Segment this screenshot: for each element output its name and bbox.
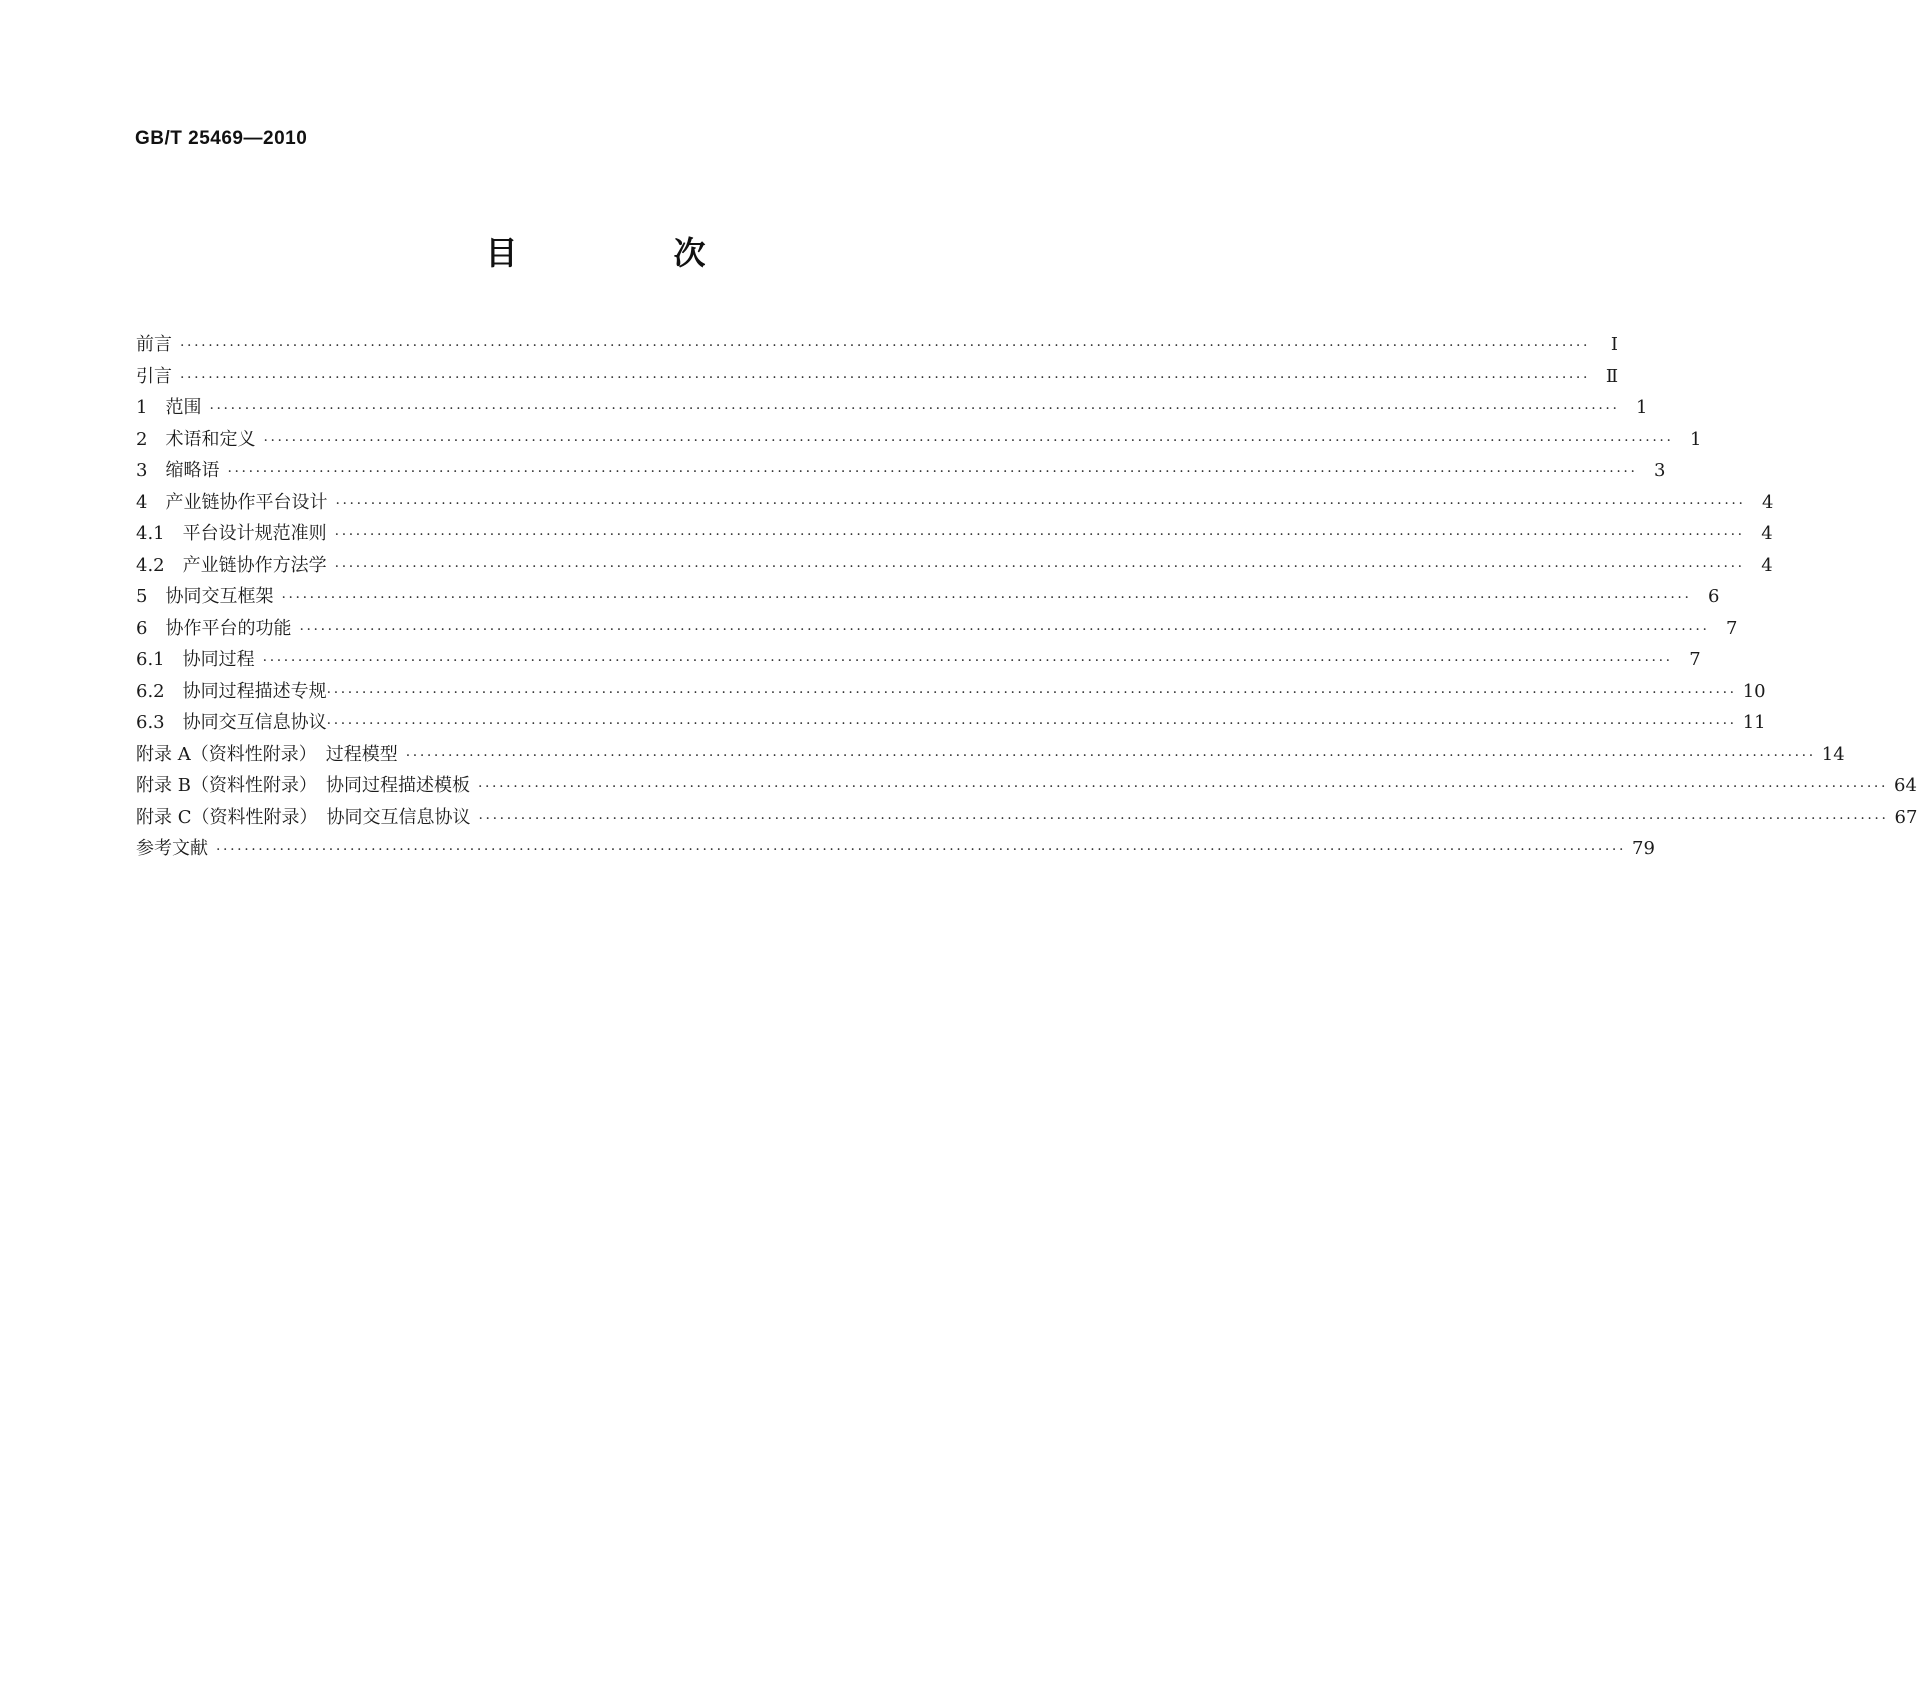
toc-entry-page: 1 <box>1690 428 1702 450</box>
toc-entry-4[interactable] <box>136 487 1774 519</box>
toc-entry-label: 4.1 平台设计规范准则 <box>136 523 327 544</box>
toc-entry-page: 4 <box>1761 554 1773 576</box>
dot-leader: ········································································································································································································ <box>281 590 1692 606</box>
dot-leader: ········································································································································································································ <box>180 338 1591 354</box>
toc-entry-page: Ⅰ <box>1610 334 1619 355</box>
toc-entry-label: 6 协作平台的功能 <box>136 617 292 639</box>
toc-entry-label: 4.2 产业链协作方法学 <box>136 554 327 576</box>
dot-leader: ········································································································································································································ <box>405 747 1816 764</box>
toc-entry-page: 7 <box>1689 649 1701 670</box>
toc-entry-label: 3 缩略语 <box>136 460 220 481</box>
dot-leader: ········································································································································································································ <box>478 810 1889 827</box>
dot-leader: ········································································································································································································ <box>334 558 1745 575</box>
toc-entry-5[interactable] <box>136 581 1720 613</box>
dot-leader: ········································································································································································································ <box>263 432 1674 449</box>
dot-leader: ········································································································································································································ <box>227 464 1638 480</box>
toc-entry-page: 67 <box>1894 806 1917 828</box>
toc-entry-label: 参考文献 <box>136 838 208 859</box>
standard-code: GB/T 25469—2010 <box>135 128 308 149</box>
page-title: 目 次 <box>485 234 768 272</box>
toc-entry-page: 64 <box>1894 775 1917 796</box>
toc-entry-label: 2 术语和定义 <box>136 428 256 450</box>
toc-entry-label: 4 产业链协作平台设计 <box>136 491 328 513</box>
toc-entry-4-1[interactable] <box>136 518 1773 550</box>
toc-entry-label: 引言 <box>136 365 172 387</box>
toc-entry-page: Ⅱ <box>1605 365 1619 387</box>
toc-entry-2[interactable] <box>136 424 1702 456</box>
dot-leader: ········································································································································································································ <box>334 527 1745 543</box>
toc-entry-label: 附录 A（资料性附录） 过程模型 <box>136 743 398 765</box>
toc-entry-references[interactable] <box>136 833 1655 865</box>
toc-entry-appendix-b[interactable] <box>136 770 1917 802</box>
toc-entry-label: 6.2 协同过程描述专规 <box>136 680 327 702</box>
toc-entry-page: 79 <box>1632 838 1655 859</box>
dot-leader: ········································································································································································································ <box>477 779 1888 795</box>
dot-leader: ········································································································································································································ <box>180 369 1591 386</box>
toc-entry-label: 附录 B（资料性附录） 协同过程描述模板 <box>136 775 470 796</box>
toc-entry-6-3[interactable] <box>136 707 1766 739</box>
toc-entry-page: 4 <box>1761 523 1773 544</box>
dot-leader: ········································································································································································································ <box>262 653 1673 669</box>
toc-entry-label: 附录 C（资料性附录） 协同交互信息协议 <box>136 806 471 828</box>
dot-leader: ········································································································································································································ <box>216 842 1627 858</box>
toc-entry-6-1[interactable] <box>136 644 1701 676</box>
toc-entry-page: 14 <box>1821 743 1845 765</box>
toc-entry-page: 7 <box>1726 617 1738 639</box>
dot-leader: ········································································································································································································ <box>209 401 1620 417</box>
toc-entry-foreword[interactable] <box>136 329 1619 361</box>
toc-entry-label: 前言 <box>136 334 172 355</box>
toc-entry-page: 4 <box>1762 491 1774 513</box>
dot-leader: ········································································································································································································ <box>299 621 1710 638</box>
dot-leader: ········································································································································································································ <box>326 716 1737 732</box>
toc-entry-4-2[interactable] <box>136 550 1773 582</box>
toc-entry-1[interactable] <box>136 392 1648 424</box>
toc-entry-6[interactable] <box>136 613 1738 645</box>
toc-entry-6-2[interactable] <box>136 676 1766 708</box>
toc-entry-label: 6.3 协同交互信息协议 <box>136 712 327 733</box>
table-of-contents <box>136 329 1917 865</box>
toc-entry-page: 11 <box>1742 712 1766 733</box>
toc-entry-page: 10 <box>1742 680 1766 702</box>
toc-entry-3[interactable] <box>136 455 1666 487</box>
toc-entry-page: 6 <box>1708 586 1720 607</box>
dot-leader: ········································································································································································································ <box>335 495 1746 512</box>
toc-entry-label: 1 范围 <box>136 397 202 418</box>
toc-entry-page: 3 <box>1654 460 1666 481</box>
toc-entry-appendix-a[interactable] <box>136 739 1845 771</box>
toc-entry-appendix-c[interactable] <box>136 802 1917 834</box>
dot-leader: ········································································································································································································ <box>326 684 1737 701</box>
toc-entry-introduction[interactable] <box>136 361 1619 393</box>
toc-entry-label: 5 协同交互框架 <box>136 586 274 607</box>
toc-entry-page: 1 <box>1636 397 1648 418</box>
toc-entry-label: 6.1 协同过程 <box>136 649 255 670</box>
